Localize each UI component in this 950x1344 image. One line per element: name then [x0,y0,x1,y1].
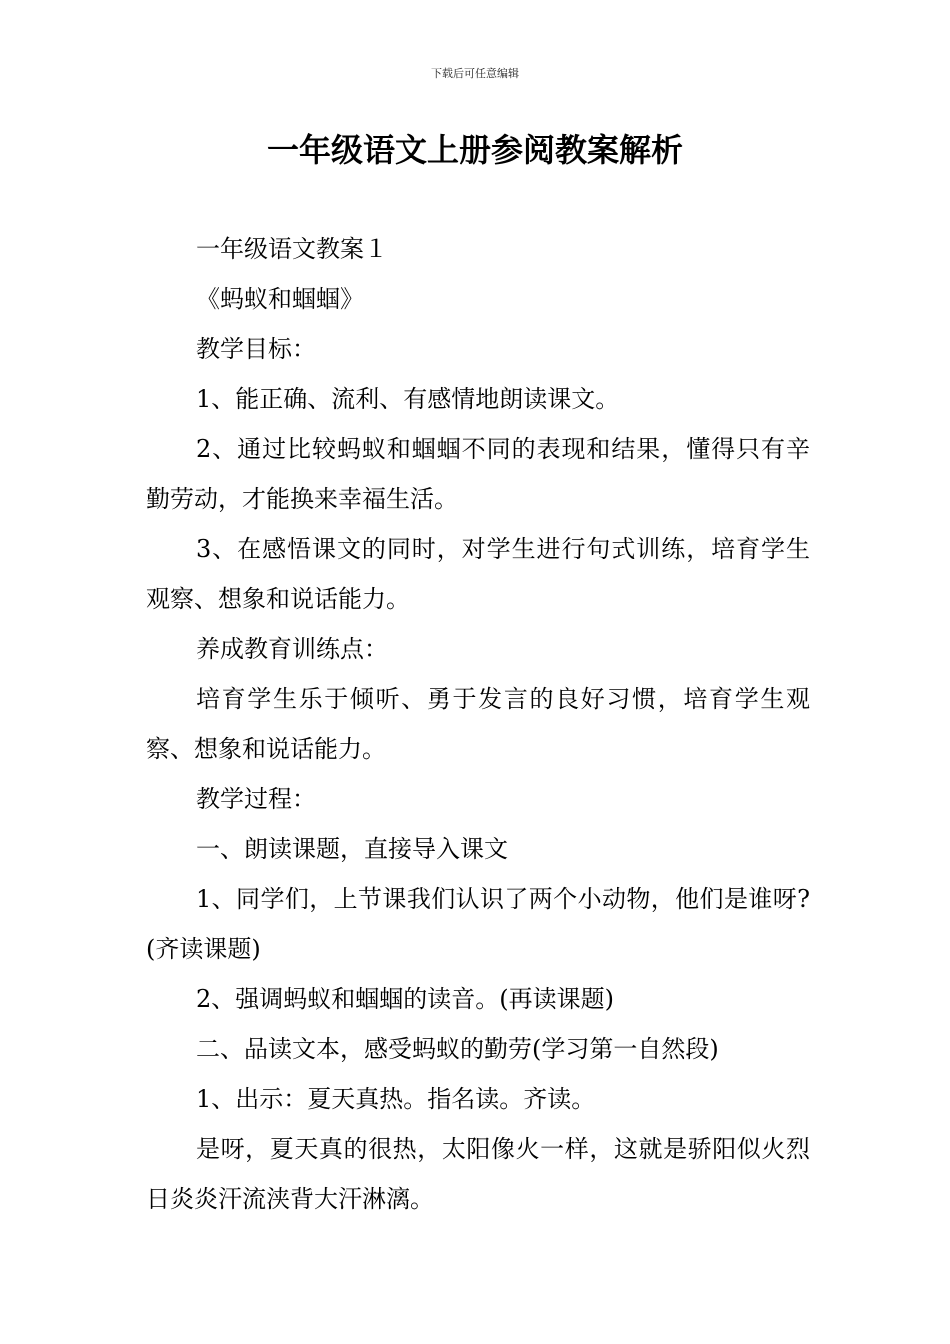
paragraph-objective-3: 3、在感悟课文的同时，对学生进行句式训练，培育学生观察、想象和说话能力。 [146,535,810,613]
paragraph-step-1-1: 1、同学们，上节课我们认识了两个小动物，他们是谁呀?(齐读课题) [146,885,810,963]
document-body [146,224,810,1224]
paragraph-training-heading: 养成教育训练点： [196,635,388,663]
paragraph-step-2-1: 1、出示：夏天真热。指名读。齐读。 [196,1085,596,1113]
document-title: 一年级语文上册参阅教案解析 [266,131,683,169]
paragraph-training-point: 培育学生乐于倾听、勇于发言的良好习惯，培育学生观察、想象和说话能力。 [146,685,810,763]
paragraph-process-heading: 教学过程： [196,785,316,813]
paragraph-step-1: 一、朗读课题，直接导入课文 [196,835,508,863]
paragraph-summer-description: 是呀，夏天真的很热，太阳像火一样，这就是骄阳似火烈日炎炎汗流浃背大汗淋漓。 [146,1135,810,1213]
paragraph-lesson-title: 《蚂蚁和蝈蝈》 [196,285,364,313]
paragraph-objective-1: 1、能正确、流利、有感情地朗读课文。 [196,385,620,413]
paragraph-step-2: 二、品读文本，感受蚂蚁的勤劳(学习第一自然段) [196,1035,719,1063]
paragraph-lesson-heading: 一年级语文教案１ [196,235,388,263]
page-header: 下载后可任意编辑 [431,67,519,80]
paragraph-step-1-2: 2、强调蚂蚁和蝈蝈的读音。(再读课题) [196,985,614,1013]
paragraph-objective-2: 2、通过比较蚂蚁和蝈蝈不同的表现和结果，懂得只有辛勤劳动，才能换来幸福生活。 [146,435,810,513]
paragraph-objectives-heading: 教学目标： [196,335,316,363]
